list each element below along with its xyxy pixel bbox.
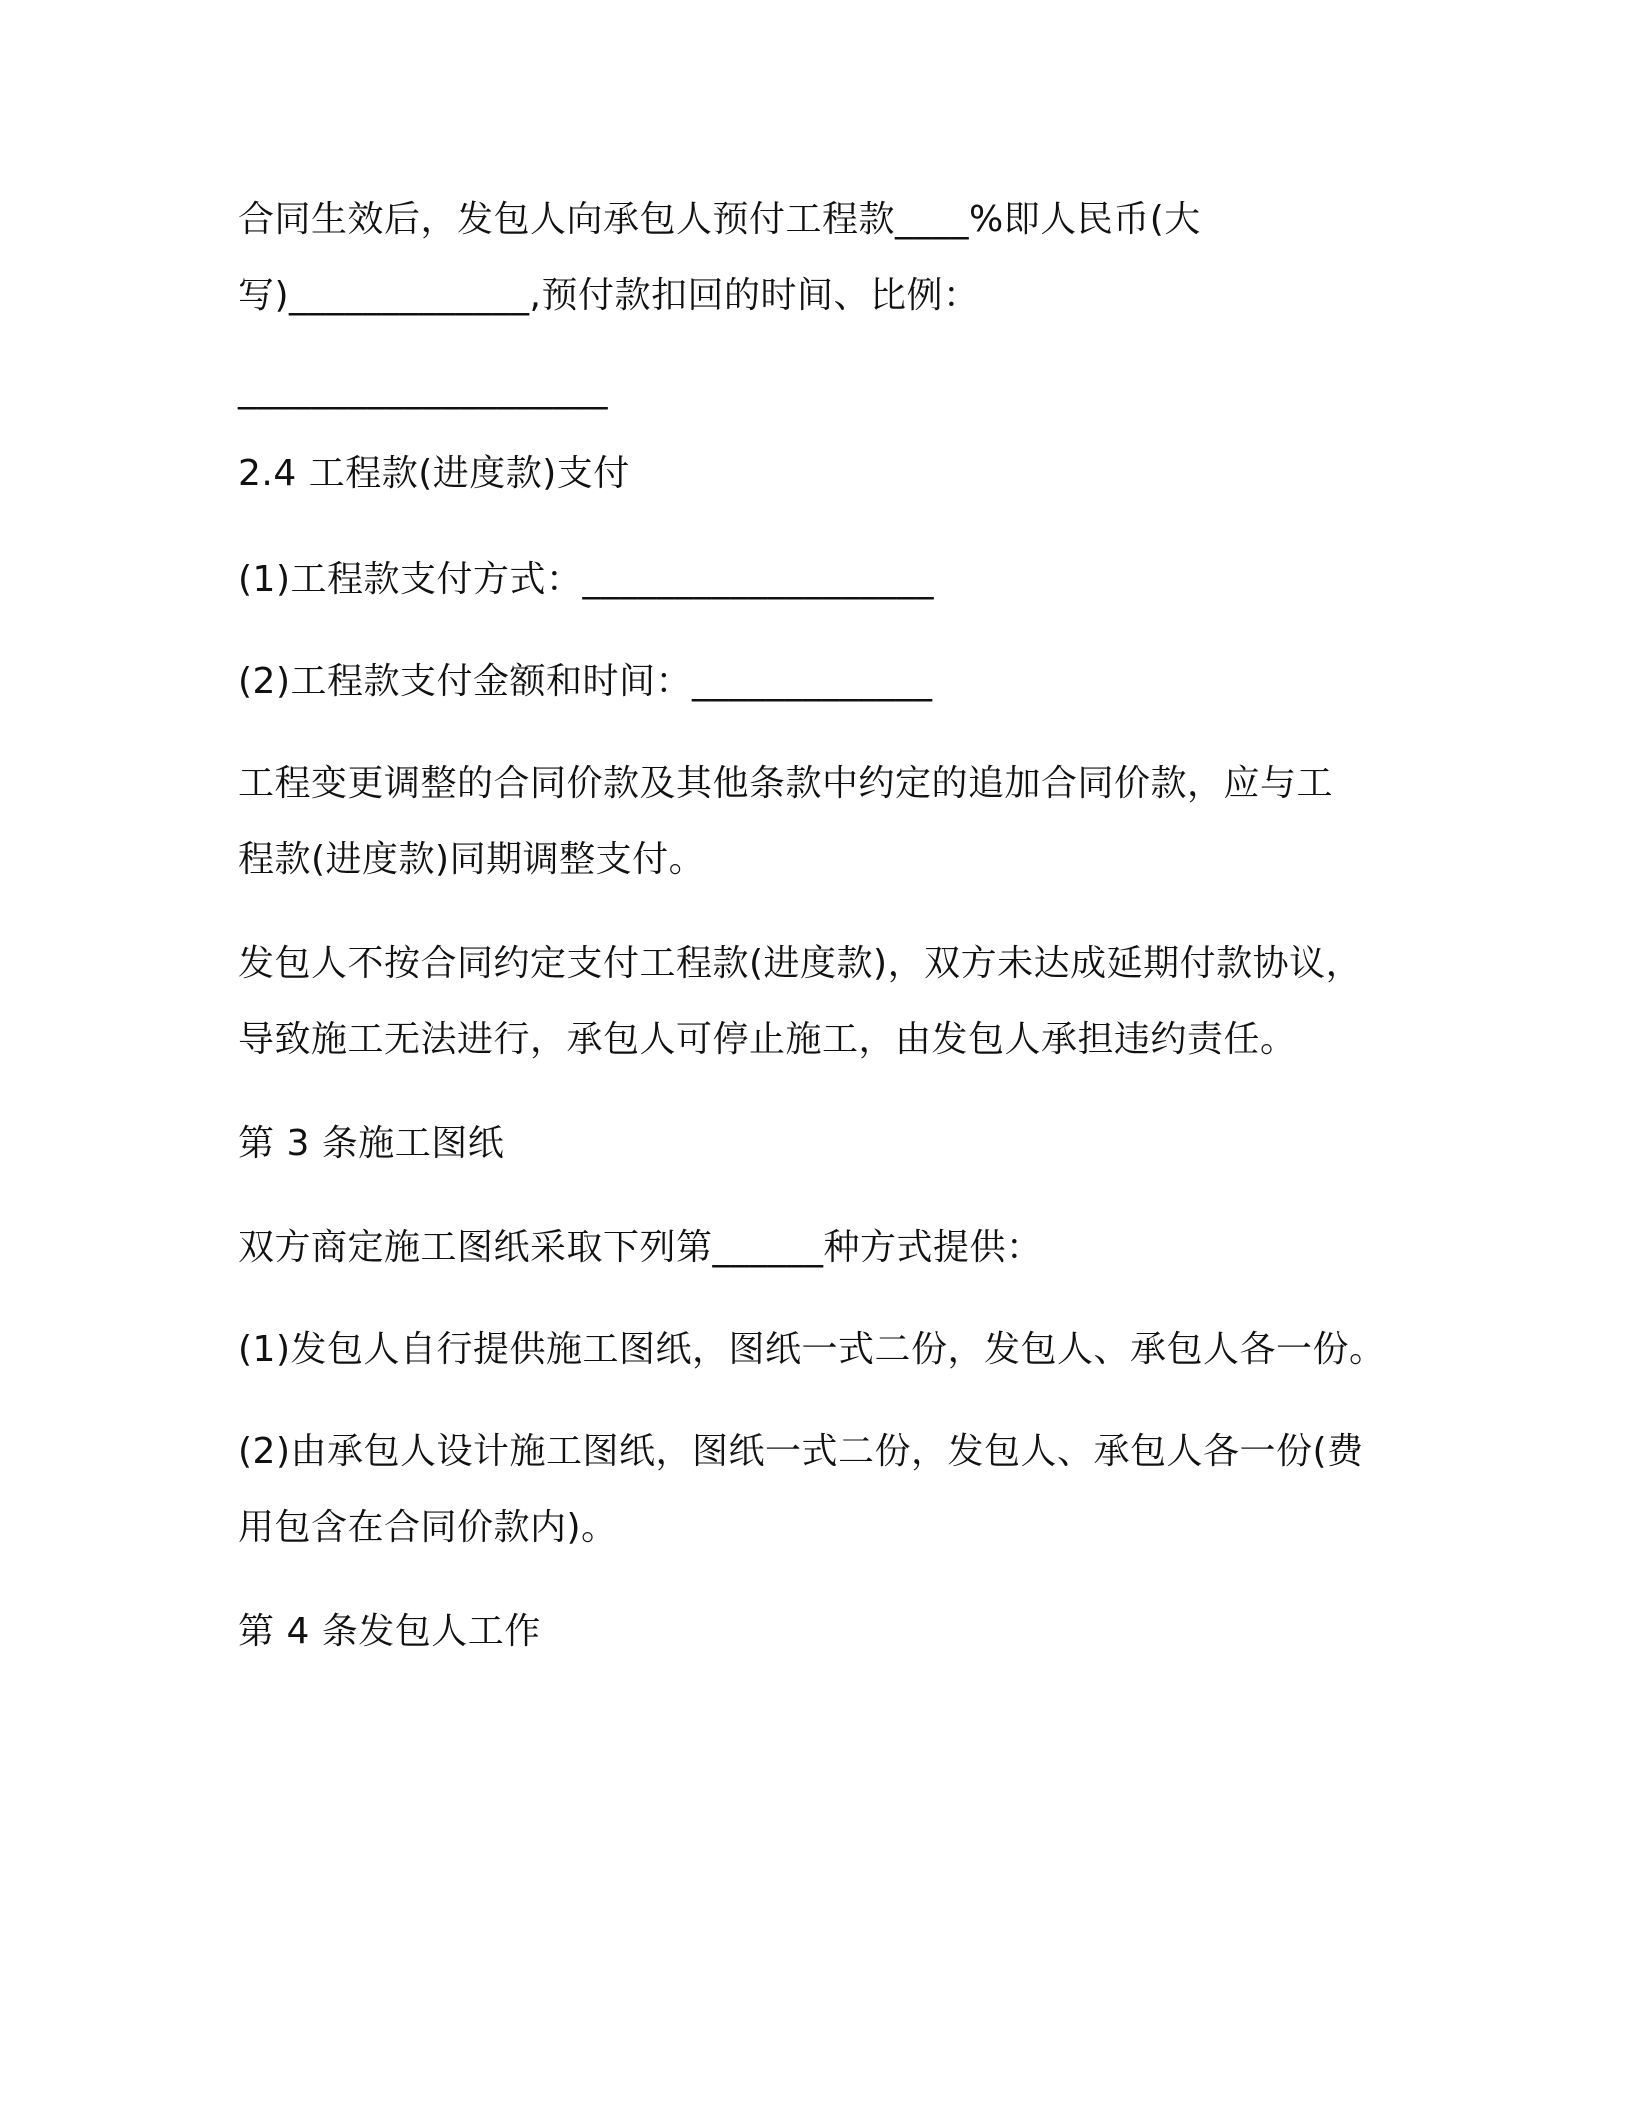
text-line: 导致施工无法进行，承包人可停止施工，由发包人承担违约责任。 (238, 1019, 1297, 1060)
blank-line: ____________________ (238, 369, 608, 410)
text-line: (1)工程款支付方式：___________________ (238, 559, 934, 600)
text-line: 程款(进度款)同期调整支付。 (238, 839, 706, 880)
text-line: (1)发包人自行提供施工图纸，图纸一式二份，发包人、承包人各一份。 (238, 1329, 1386, 1370)
text-line: 合同生效后，发包人向承包人预付工程款____%即人民币(大 (238, 199, 1201, 240)
text-line: (2)工程款支付金额和时间：_____________ (238, 661, 933, 702)
text-line: 写)_____________,预付款扣回的时间、比例： (238, 275, 980, 316)
text-line: 用包含在合同价款内)。 (238, 1507, 618, 1548)
section-heading: 2.4 工程款(进度款)支付 (238, 453, 630, 494)
article-heading: 第 3 条施工图纸 (238, 1123, 505, 1164)
text-line: (2)由承包人设计施工图纸，图纸一式二份，发包人、承包人各一份(费 (238, 1431, 1364, 1472)
text-line: 双方商定施工图纸采取下列第______种方式提供： (238, 1227, 1043, 1268)
text-line: 发包人不按合同约定支付工程款(进度款)，双方未达成延期付款协议， (238, 943, 1363, 984)
text-line: 工程变更调整的合同价款及其他条款中约定的追加合同价款，应与工 (238, 763, 1334, 804)
article-heading: 第 4 条发包人工作 (238, 1611, 541, 1652)
